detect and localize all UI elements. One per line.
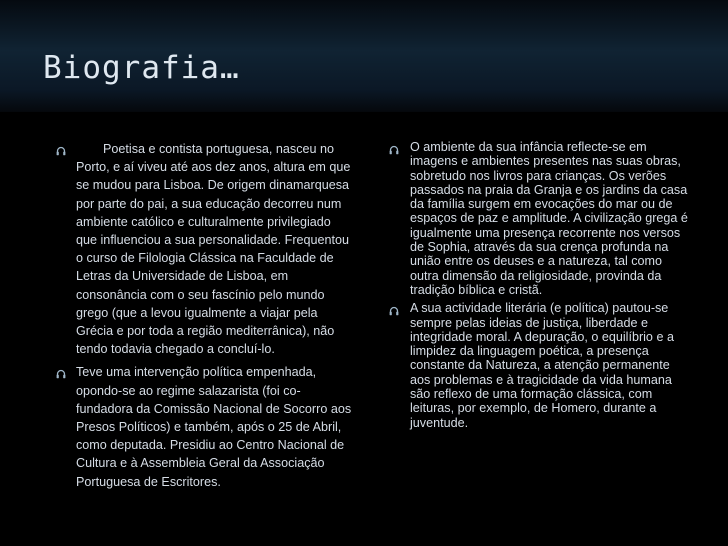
literary-activity-paragraph: A sua actividade literária (e política) pautou-se sempre pelas ideias de justiça, liberdade e integridade moral. A depuração, o equilíbrio e a limpidez da linguagem poética, a presença constante da Natureza, a atenção permanente aos problemas e à tragicidade da vida humana são reflexo de uma formação clássica, com leituras, por exemplo, de Homero, durante a juventude. — [410, 301, 674, 430]
headphones-bullet-icon — [55, 368, 67, 380]
list-item — [55, 140, 355, 358]
headphones-bullet-icon — [388, 144, 400, 156]
biography-paragraph: Poetisa e contista portuguesa, nasceu no Porto, e aí viveu até aos dez anos, altura em que se mudou para Lisboa. De origem dinamarquesa por parte do pai, a sua educação decorreu num ambiente católico e culturalmente privilegiado que influenciou a sua personalidade. Frequentou o curso de Filologia Clássica na Faculdade de Letras da Universidade de Lisboa, em consonância com o seu fascínio pelo mundo grego (que a levou igualmente a viajar pela Grécia e por toda a região mediterrânica), não tendo todavia chegado a concluí-lo. — [76, 142, 351, 357]
list-item — [55, 363, 355, 490]
political-paragraph: Teve uma intervenção política empenhada, opondo-se ao regime salazarista (foi co-fundadora da Comissão Nacional de Socorro aos Presos Políticos) e também, após o 25 de Abril, como deputada. Presidiu ao Centro Nacional de Cultura e à Assembleia Geral da Associação Portuguesa de Escritores. — [76, 365, 352, 489]
right-column — [388, 140, 688, 430]
headphones-bullet-icon — [388, 305, 400, 317]
list-item — [388, 301, 688, 430]
childhood-paragraph: O ambiente da sua infância reflecte-se em imagens e ambientes presentes nas suas obras, sobretudo nos livros para crianças. Os verões passados na praia da Granja e os jardins da casa da família surgem em evocações do mar ou de espaços de paz e amplitude. A civilização grega é igualmente uma presença recorrente nos versos de Sophia, através da sua crença profunda na união entre os deuses e a natureza, tal como outra dimensão da religiosidade, provinda da tradição bíblica e cristã. — [410, 140, 688, 297]
headphones-bullet-icon — [55, 145, 67, 157]
list-item — [388, 140, 688, 297]
left-column — [55, 140, 355, 491]
slide-title: Biografia… — [43, 50, 240, 86]
